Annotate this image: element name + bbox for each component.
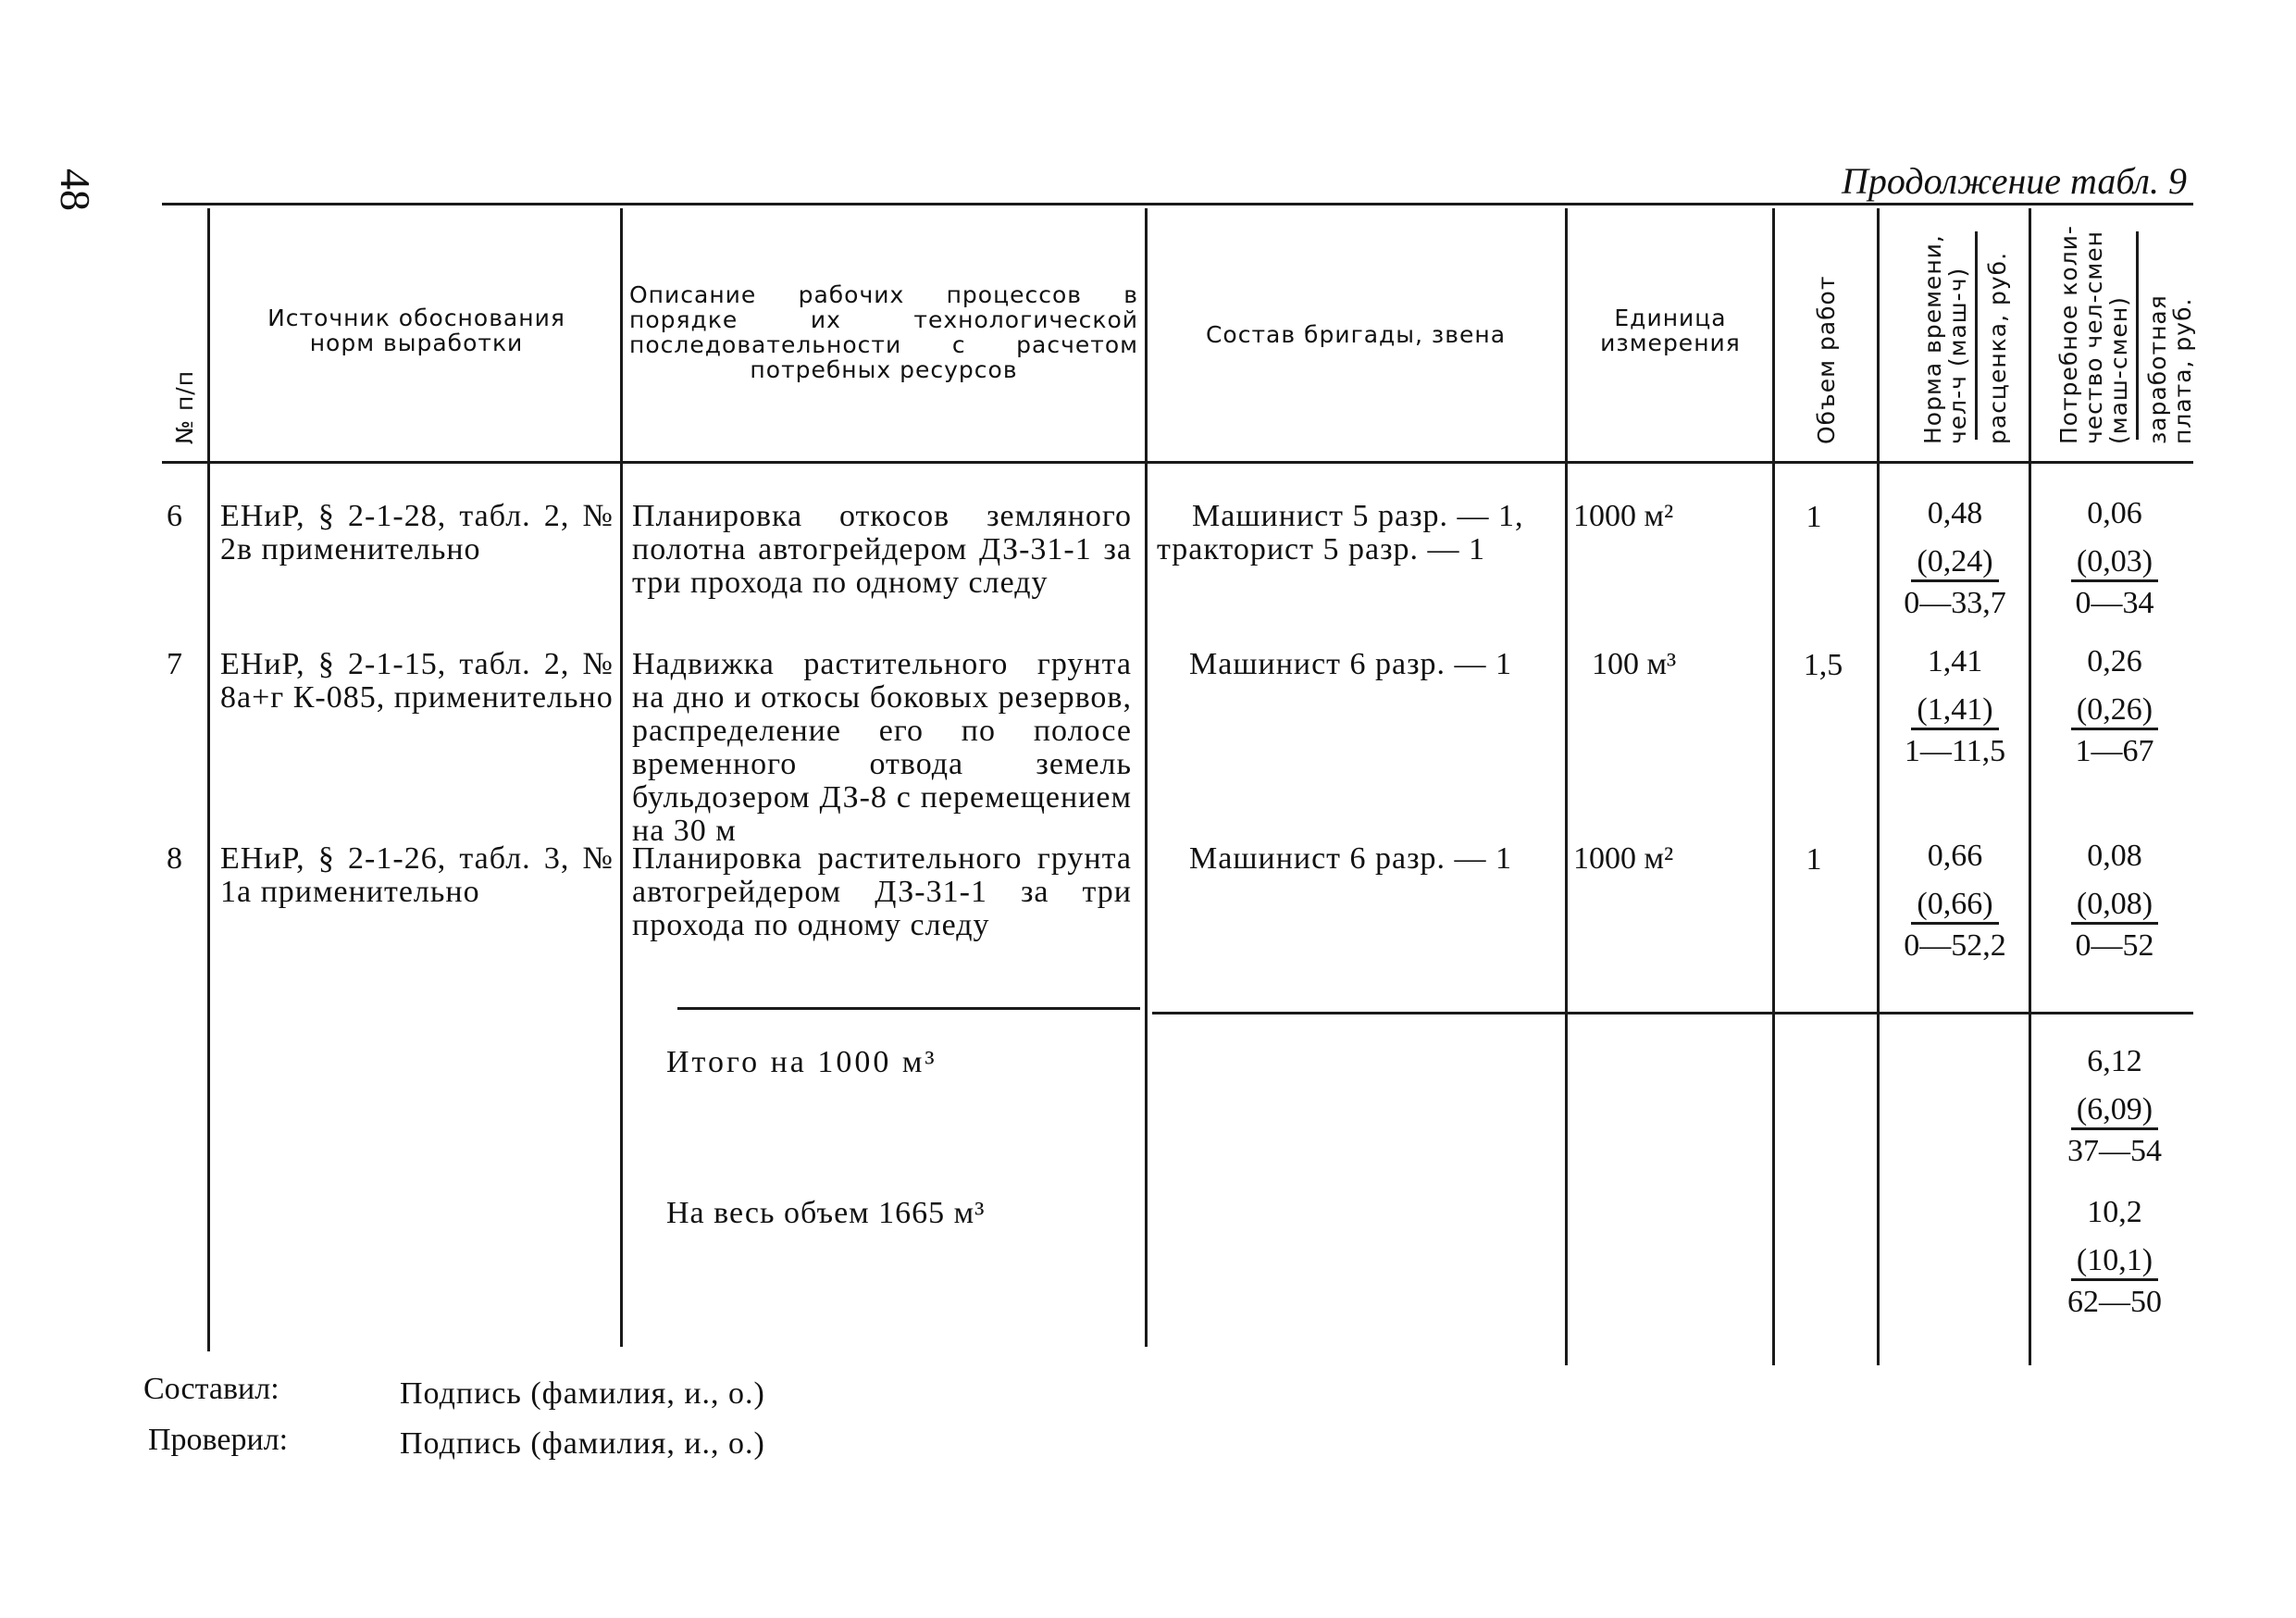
header-need-line2: чество чел-смен bbox=[2080, 230, 2107, 444]
col-sep-2 bbox=[620, 208, 623, 1347]
row-7-unit: 100 м³ bbox=[1592, 647, 1677, 681]
row-6-source: ЕНиР, § 2-1-28, табл. 2, № 2в применительно bbox=[220, 499, 614, 566]
row-7-norm-top: 1,41 bbox=[1927, 644, 1983, 678]
row-6-num: 6 bbox=[167, 499, 182, 533]
header-need-line5: плата, руб. bbox=[2169, 297, 2196, 444]
row-8-description: Планировка растительного грунта автогрейдером ДЗ-31-1 за три прохода по одному следу bbox=[632, 841, 1132, 942]
header-crew: Состав бригады, звена bbox=[1205, 321, 1507, 348]
total-1-mid: (6,09) bbox=[2071, 1092, 2158, 1130]
header-need-line3: (маш-смен) bbox=[2105, 296, 2132, 444]
row-6-crew-line1: Машинист 5 разр. — 1, bbox=[1192, 499, 1524, 533]
total-2-top: 10,2 bbox=[2087, 1195, 2142, 1229]
col-sep-7 bbox=[2029, 208, 2031, 1365]
checked-label: Проверил: bbox=[148, 1423, 289, 1457]
header-num: № п/п bbox=[171, 369, 198, 444]
header-volume: Объем работ bbox=[1813, 275, 1840, 444]
row-8-norm-mid: (0,66) bbox=[1911, 887, 1998, 925]
row-6-crew-line2: тракторист 5 разр. — 1 bbox=[1157, 532, 1486, 566]
row-6-norm-mid: (0,24) bbox=[1911, 544, 1998, 582]
header-need-line4: заработная bbox=[2144, 294, 2171, 444]
table-top-rule bbox=[162, 203, 2193, 205]
col-sep-5 bbox=[1772, 208, 1775, 1365]
header-description: Описание рабочих процессов в порядке их технологической последовательности с расчетом потребных ресурсов bbox=[629, 281, 1138, 383]
row-6-description: Планировка откосов земляного полотна автогрейдером ДЗ-31-1 за три прохода по одному следу bbox=[632, 499, 1132, 600]
row-6-need bbox=[2041, 496, 2189, 621]
total-1-values bbox=[2041, 1044, 2189, 1169]
header-norm-line1: Норма времени, bbox=[1919, 234, 1946, 444]
header-need-line1: Потребное коли- bbox=[2055, 225, 2082, 444]
header-norm-line2: чел-ч (маш-ч) bbox=[1944, 267, 1971, 444]
total-1-label: Итого на 1000 м³ bbox=[666, 1045, 937, 1079]
header-unit: Единица измерения bbox=[1600, 305, 1741, 356]
row-6-norm-top: 0,48 bbox=[1927, 496, 1983, 530]
row-6-need-top: 0,06 bbox=[2087, 496, 2142, 530]
row-6-need-mid: (0,03) bbox=[2071, 544, 2158, 582]
row-6-volume: 1 bbox=[1806, 500, 1822, 534]
row-7-need bbox=[2041, 644, 2189, 769]
row-7-num: 7 bbox=[167, 647, 182, 681]
row-7-description: Надвижка растительного грунта на дно и откосы боковых резервов, распределение его по полосе временного отвода земель бульдозером ДЗ-8 с перемещением на 30 м bbox=[632, 647, 1132, 848]
col-sep-3 bbox=[1145, 208, 1148, 1347]
row-8-norm-bottom: 0—52,2 bbox=[1904, 928, 2006, 963]
row-6-unit: 1000 м² bbox=[1573, 499, 1674, 533]
row-7-need-bottom: 1—67 bbox=[2075, 734, 2154, 768]
row-6-need-bottom: 0—34 bbox=[2075, 586, 2154, 620]
header-norm-line3: расценка, руб. bbox=[1984, 251, 2011, 444]
row-7-norm-bottom: 1—11,5 bbox=[1904, 734, 2006, 768]
total-2-bottom: 62—50 bbox=[2067, 1285, 2162, 1319]
total-2-values bbox=[2041, 1195, 2189, 1320]
total-1-top: 6,12 bbox=[2087, 1044, 2142, 1078]
row-7-norm bbox=[1888, 644, 2022, 769]
header-norm-divider bbox=[1975, 231, 1978, 440]
page-number: 48 bbox=[52, 168, 99, 211]
row-8-need bbox=[2041, 839, 2189, 964]
header-source: Источник обоснования норм выработки bbox=[267, 305, 565, 356]
composed-label: Составил: bbox=[143, 1372, 279, 1406]
continuation-caption: Продолжение табл. 9 bbox=[1841, 160, 2187, 202]
row-8-need-bottom: 0—52 bbox=[2075, 928, 2154, 963]
row-8-num: 8 bbox=[167, 841, 182, 876]
row-8-volume: 1 bbox=[1806, 842, 1822, 877]
composed-value: Подпись (фамилия, и., о.) bbox=[400, 1376, 765, 1411]
total-2-mid: (10,1) bbox=[2071, 1243, 2158, 1281]
row-6-norm bbox=[1888, 496, 2022, 621]
total-1-bottom: 37—54 bbox=[2067, 1134, 2162, 1168]
row-8-norm bbox=[1888, 839, 2022, 964]
col-sep-4 bbox=[1565, 208, 1568, 1365]
total-rule-right bbox=[1152, 1012, 2193, 1014]
col-sep-1 bbox=[207, 208, 210, 1351]
row-7-need-mid: (0,26) bbox=[2071, 692, 2158, 730]
total-2-label: На весь объем 1665 м³ bbox=[666, 1196, 986, 1230]
row-8-need-top: 0,08 bbox=[2087, 839, 2142, 873]
col-sep-6 bbox=[1877, 208, 1880, 1365]
row-7-crew-line1: Машинист 6 разр. — 1 bbox=[1189, 647, 1513, 681]
row-8-need-mid: (0,08) bbox=[2071, 887, 2158, 925]
row-8-norm-top: 0,66 bbox=[1927, 839, 1983, 873]
row-8-crew-line1: Машинист 6 разр. — 1 bbox=[1189, 841, 1513, 876]
row-8-unit: 1000 м² bbox=[1573, 841, 1674, 876]
row-7-source: ЕНиР, § 2-1-15, табл. 2, № 8а+г К-085, применительно bbox=[220, 647, 614, 715]
row-7-volume: 1,5 bbox=[1803, 648, 1843, 682]
row-7-norm-mid: (1,41) bbox=[1911, 692, 1998, 730]
header-need-divider bbox=[2136, 231, 2139, 440]
header-bottom-rule bbox=[162, 461, 2193, 464]
row-8-source: ЕНиР, § 2-1-26, табл. 3, № 1а применительно bbox=[220, 841, 614, 909]
row-6-norm-bottom: 0—33,7 bbox=[1904, 586, 2006, 620]
total-rule-left bbox=[677, 1007, 1140, 1010]
row-7-need-top: 0,26 bbox=[2087, 644, 2142, 678]
checked-value: Подпись (фамилия, и., о.) bbox=[400, 1426, 765, 1461]
